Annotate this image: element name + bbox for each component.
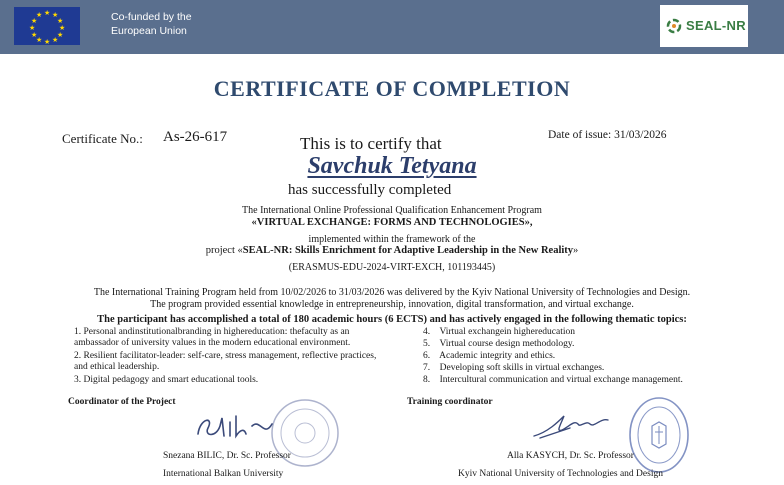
- header-banner: [0, 0, 784, 54]
- coordinator-name: Snezana BILIC, Dr. Sc. Professor: [163, 451, 291, 461]
- coordinator-label: Coordinator of the Project: [68, 397, 176, 407]
- project-code: (ERASMUS-EDU-2024-VIRT-EXCH, 101193445): [288, 262, 496, 273]
- topic-item: 4. Virtual exchangein highereducation: [423, 327, 575, 337]
- trainer-organization: Kyiv National University of Technologies and Design: [458, 469, 663, 479]
- certificate-number-value: As-26-617: [163, 129, 228, 145]
- recipient-name: Savchuk Tetyana: [307, 153, 477, 179]
- kyiv-university-stamp-icon: [628, 396, 690, 474]
- topic-item: 5. Virtual course design methodology.: [423, 339, 575, 349]
- framework-text: implemented within the framework of the: [308, 234, 476, 245]
- eu-text-line1: Co-funded by the: [111, 11, 192, 23]
- topic-item: 3. Digital pedagogy and smart educational tools.: [74, 375, 259, 385]
- topic-item: 7. Developing soft skills in virtual exchanges.: [423, 363, 605, 373]
- project-name: SEAL-NR: Skills Enrichment for Adaptive Leadership in the New Reality: [242, 245, 574, 256]
- trainer-signature-icon: [530, 408, 614, 442]
- trainer-name: Alla KASYCH, Dr. Sc. Professor: [507, 451, 634, 461]
- topic-item: 6. Academic integrity and ethics.: [423, 351, 556, 361]
- eu-flag-icon: ★ ★ ★ ★ ★ ★ ★ ★ ★ ★ ★ ★: [14, 7, 80, 45]
- coordinator-signature-icon: [190, 408, 280, 444]
- seal-nr-logo-icon: [666, 18, 682, 34]
- topic-item: 8. Intercultural communication and virtual exchange management.: [423, 375, 683, 385]
- seal-nr-logo-text: SEAL-NR: [686, 18, 746, 33]
- knowledge-sentence: The program provided essential knowledge in entrepreneurship, innovation, digital transformation, and virtual exchange.: [150, 299, 634, 310]
- project-suffix: »: [573, 245, 579, 256]
- project-line: [0, 245, 784, 256]
- date-of-issue: Date of issue: 31/03/2026: [548, 129, 667, 141]
- eu-funding-text: [111, 10, 192, 38]
- program-intro: The International Online Professional Qualification Enhancement Program: [242, 205, 542, 216]
- topic-item: 2. Resilient facilitator-leader: self-care, stress management, reflective practices, and ethical leadership.: [74, 351, 377, 372]
- eu-text-line2: European Union: [111, 25, 187, 37]
- certificate-number-label: Certificate No.:: [62, 131, 143, 146]
- program-name: «VIRTUAL EXCHANGE: FORMS AND TECHNOLOGIES»,: [251, 217, 533, 228]
- accomplished-sentence: The participant has accomplished a total of 180 academic hours (6 ECTS) and has actively engaged in the following thematic topics:: [97, 314, 687, 325]
- completed-text: has successfully completed: [288, 182, 452, 198]
- training-sentence: The International Training Program held from 10/02/2026 to 31/03/2026 was delivered by the Kyiv National University of Technologies and Design.: [93, 287, 691, 298]
- coordinator-organization: International Balkan University: [163, 469, 284, 479]
- trainer-label: Training coordinator: [407, 397, 493, 407]
- certify-text: This is to certify that: [300, 134, 442, 153]
- project-prefix: project «: [205, 245, 243, 256]
- certificate-title: CERTIFICATE OF COMPLETION: [213, 76, 571, 101]
- seal-nr-logo: [660, 5, 748, 47]
- topic-item: 1. Personal andinstitutionalbranding in highereducation: thefaculty as an ambassador of university values in the modern educational environment.: [74, 327, 351, 348]
